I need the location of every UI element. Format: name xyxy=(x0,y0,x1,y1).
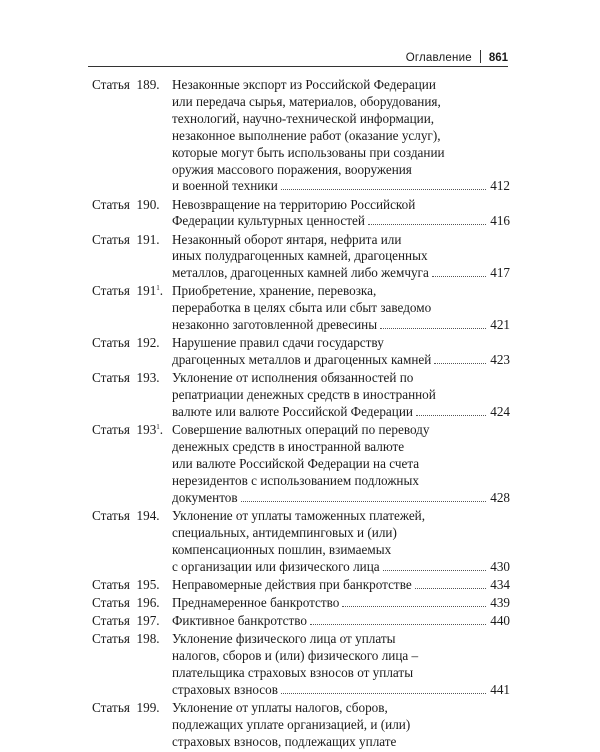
title-line xyxy=(172,473,510,490)
title-line xyxy=(172,577,510,594)
page-reference[interactable]: 428 xyxy=(490,489,510,505)
article-number: 196. xyxy=(136,594,160,610)
article-number: 193 xyxy=(136,422,157,438)
title-line xyxy=(172,178,510,195)
title-text: Неправомерные действия при банкротстве xyxy=(172,576,412,592)
toc-entry[interactable] xyxy=(92,422,510,507)
title-line xyxy=(172,404,510,421)
title-text: Совершение валютных операций по переводу xyxy=(172,422,430,438)
article-title xyxy=(172,335,510,369)
dot-leader xyxy=(342,595,486,607)
article-number: 191 xyxy=(136,283,157,299)
title-text: Уклонение физического лица от уплаты xyxy=(172,631,396,647)
article-label xyxy=(92,335,172,352)
page-reference[interactable]: 423 xyxy=(490,352,510,368)
title-text: Незаконный оборот янтаря, нефрита или xyxy=(172,231,402,247)
title-text: иных полудрагоценных камней, драгоценных xyxy=(172,248,428,264)
toc-entry[interactable] xyxy=(92,283,510,334)
toc-entry[interactable] xyxy=(92,631,510,699)
title-text: Нарушение правил сдачи государству xyxy=(172,335,384,351)
article-number: 190. xyxy=(136,196,160,212)
article-prefix: Статья xyxy=(92,77,130,92)
dot-leader xyxy=(432,265,486,277)
title-text: подлежащих уплате организацией, и (или) xyxy=(172,716,411,732)
toc-entry[interactable] xyxy=(92,370,510,421)
title-text: которые могут быть использованы при создании xyxy=(172,144,445,160)
page-reference[interactable]: 424 xyxy=(490,404,510,420)
title-text: и военной техники xyxy=(172,178,278,194)
article-label xyxy=(92,232,172,249)
article-prefix: Статья xyxy=(92,283,130,299)
title-text: металлов, драгоценных камней либо жемчуга xyxy=(172,265,429,281)
toc-entry[interactable] xyxy=(92,197,510,231)
title-text: незаконное выполнение работ (оказание услуг), xyxy=(172,127,441,143)
title-text: Незаконные экспорт из Российской Федерации xyxy=(172,77,436,92)
article-title xyxy=(172,700,510,751)
article-label: Статья $191^1$. xyxy=(92,283,164,299)
article-number: 189. xyxy=(136,77,160,92)
article-label xyxy=(92,508,172,525)
title-text: плательщика страховых взносов от уплаты xyxy=(172,664,414,680)
title-line xyxy=(172,352,510,369)
article-label xyxy=(92,631,172,648)
article-title xyxy=(172,613,510,630)
article-title xyxy=(172,595,510,612)
article-title xyxy=(172,197,510,231)
toc-entry[interactable] xyxy=(92,335,510,369)
table-of-contents xyxy=(92,77,510,752)
article-label xyxy=(92,700,172,717)
article-number: 197. xyxy=(136,612,160,628)
page-reference[interactable]: 417 xyxy=(490,265,510,281)
toc-entry[interactable] xyxy=(92,577,510,594)
article-number: 193. xyxy=(136,370,160,386)
title-line xyxy=(172,77,510,94)
article-prefix: Статья xyxy=(92,196,130,212)
title-line xyxy=(172,111,510,128)
title-line xyxy=(172,213,510,230)
title-line xyxy=(172,525,510,542)
title-text: незаконно заготовленной древесины xyxy=(172,317,378,333)
article-title xyxy=(172,631,510,699)
dot-leader xyxy=(281,682,486,694)
title-text: переработка в целях сбыта или сбыт заведомо xyxy=(172,300,432,316)
title-line xyxy=(172,665,510,682)
article-label xyxy=(92,577,172,594)
title-text: драгоценных металлов и драгоценных камней xyxy=(172,352,432,368)
title-text: технологий, научно-технической информации, xyxy=(172,110,435,126)
section-title: Оглавление xyxy=(405,52,472,64)
page-reference[interactable]: 421 xyxy=(490,317,510,333)
article-label xyxy=(92,613,172,630)
page-reference[interactable]: 434 xyxy=(490,576,510,592)
title-text: Невозвращение на территорию Российской xyxy=(172,196,416,212)
dot-leader xyxy=(383,559,486,571)
dot-leader xyxy=(434,352,486,364)
title-line xyxy=(172,559,510,576)
dot-leader xyxy=(380,317,486,329)
title-line xyxy=(172,370,510,387)
title-text: Уклонение от уплаты таможенных платежей, xyxy=(172,507,426,523)
title-line xyxy=(172,162,510,179)
title-text: компенсационных пошлин, взимаемых xyxy=(172,541,392,557)
title-line xyxy=(172,422,510,439)
toc-entry[interactable] xyxy=(92,508,510,576)
running-header xyxy=(88,42,508,67)
article-number: 192. xyxy=(136,335,160,351)
title-line xyxy=(172,283,510,300)
article-label xyxy=(92,370,172,387)
toc-entry[interactable] xyxy=(92,700,510,751)
title-line xyxy=(172,700,510,717)
title-text: документов xyxy=(172,489,238,505)
title-line xyxy=(172,128,510,145)
article-prefix: Статья xyxy=(92,422,130,438)
article-title xyxy=(172,232,510,283)
title-line xyxy=(172,335,510,352)
article-prefix: Статья xyxy=(92,576,130,592)
article-label xyxy=(92,77,172,94)
title-text: или валюте Российской Федерации на счета xyxy=(172,456,420,472)
title-line xyxy=(172,542,510,559)
article-label xyxy=(92,197,172,214)
title-text: Фиктивное банкротство xyxy=(172,612,308,628)
title-text: налогов, сборов и (или) физического лица – xyxy=(172,647,419,663)
page-reference[interactable]: 439 xyxy=(490,594,510,610)
article-number: 195. xyxy=(136,576,160,592)
toc-entry[interactable] xyxy=(92,613,510,630)
article-number: 194. xyxy=(136,507,160,523)
toc-entry[interactable] xyxy=(92,77,510,195)
dot-leader xyxy=(281,178,486,190)
page-reference[interactable]: 412 xyxy=(490,178,510,194)
article-prefix: Статья xyxy=(92,594,130,610)
title-text: страховых взносов, подлежащих уплате xyxy=(172,733,397,749)
title-line xyxy=(172,613,510,630)
title-line xyxy=(172,508,510,525)
dot-leader xyxy=(310,613,486,625)
article-prefix: Статья xyxy=(92,507,130,523)
article-title xyxy=(172,508,510,576)
article-prefix: Статья xyxy=(92,370,130,386)
title-text: валюте или валюте Российской Федерации xyxy=(172,404,413,420)
article-superscript: 1 xyxy=(156,284,160,293)
article-label: Статья $193^1$. xyxy=(92,422,164,438)
article-prefix: Статья xyxy=(92,335,130,351)
article-superscript: 1 xyxy=(156,423,160,432)
article-prefix: Статья xyxy=(92,631,130,647)
title-line xyxy=(172,595,510,612)
page-reference[interactable]: 441 xyxy=(490,681,510,697)
title-text: денежных средств в иностранной валюте xyxy=(172,439,405,455)
dot-leader xyxy=(368,213,486,225)
article-title xyxy=(172,422,510,507)
article-number: 198. xyxy=(136,631,160,647)
title-line xyxy=(172,387,510,404)
article-title xyxy=(172,77,510,195)
article-prefix: Статья xyxy=(92,699,130,715)
title-text: с организации или физического лица xyxy=(172,558,380,574)
title-text: репатриации денежных средств в иностранной xyxy=(172,387,436,403)
article-label xyxy=(92,595,172,612)
title-text: Уклонение от уплаты налогов, сборов, xyxy=(172,699,388,715)
title-line xyxy=(172,648,510,665)
title-text: Федерации культурных ценностей xyxy=(172,213,365,229)
header-separator xyxy=(480,50,481,63)
title-text: нерезидентов с использованием подложных xyxy=(172,472,419,488)
title-line xyxy=(172,197,510,214)
title-line xyxy=(172,490,510,507)
title-text: оружия массового поражения, вооружения xyxy=(172,161,412,177)
title-line xyxy=(172,317,510,334)
article-prefix: Статья xyxy=(92,612,130,628)
title-line xyxy=(172,265,510,282)
title-line xyxy=(172,300,510,317)
article-number: 199. xyxy=(136,699,160,715)
title-text: Приобретение, хранение, перевозка, xyxy=(172,283,377,299)
title-line xyxy=(172,248,510,265)
title-text: специальных, антидемпинговых и (или) xyxy=(172,524,397,540)
dot-leader xyxy=(416,404,486,416)
article-title xyxy=(172,577,510,594)
article-title xyxy=(172,370,510,421)
dot-leader xyxy=(415,577,486,589)
page-reference[interactable]: 430 xyxy=(490,558,510,574)
title-text: Уклонение от исполнения обязанностей по xyxy=(172,370,414,386)
title-line xyxy=(172,631,510,648)
title-line xyxy=(172,232,510,249)
article-prefix: Статья xyxy=(92,231,130,247)
article-number: 191. xyxy=(136,231,160,247)
toc-entry[interactable] xyxy=(92,595,510,612)
title-text: Преднамеренное банкротство xyxy=(172,594,340,610)
title-line xyxy=(172,682,510,699)
title-text: или передача сырья, материалов, оборудования, xyxy=(172,93,441,109)
article-title xyxy=(172,283,510,334)
title-line xyxy=(172,94,510,111)
title-text: страховых взносов xyxy=(172,681,278,697)
title-line xyxy=(172,456,510,473)
title-line xyxy=(172,439,510,456)
title-line xyxy=(172,717,510,734)
title-line xyxy=(172,145,510,162)
page-number: 861 xyxy=(488,52,508,64)
dot-leader xyxy=(241,490,486,502)
page-reference[interactable]: 416 xyxy=(490,213,510,229)
page-reference[interactable]: 440 xyxy=(490,612,510,628)
toc-entry[interactable] xyxy=(92,232,510,283)
title-line xyxy=(172,734,510,751)
